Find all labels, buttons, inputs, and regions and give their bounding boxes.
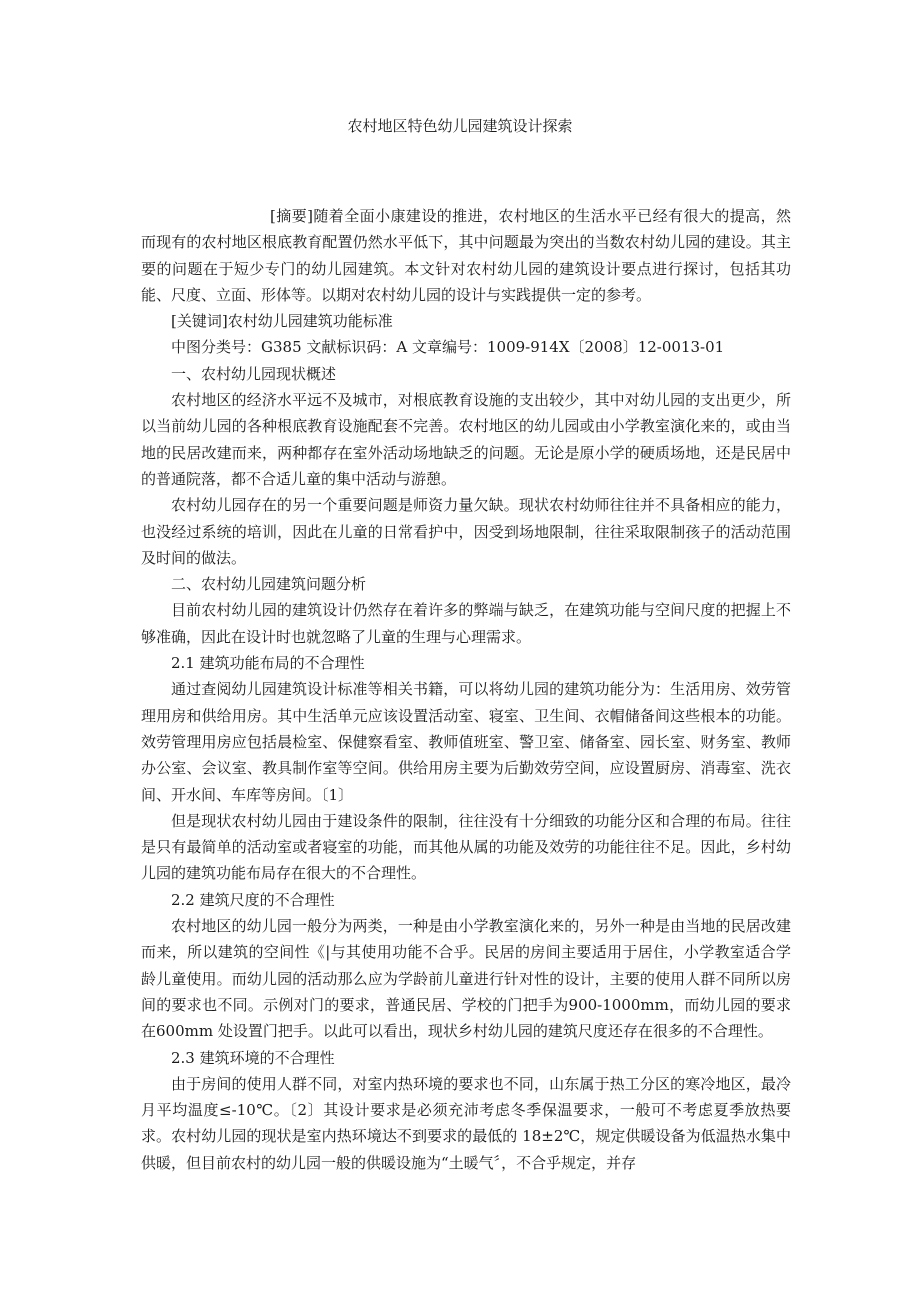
subsection-heading: 2.1 建筑功能布局的不合理性 xyxy=(171,654,365,673)
body-paragraph: 农村地区的幼儿园一般分为两类，一种是由小学教室演化来的，另外一种是由当地的民居改建而来，所以建筑的空间性《|与其使用功能不合乎。民居的房间主要适用于居住，小学教室适合学龄儿童使用。而幼儿园的活动那么应为学龄前儿童进行针对性的设计，主要的使用人群不同所以房间的要求也不同。示例对门的要求，普通民居、学校的门把手为900-1000mm，而幼儿园的要求在600mm 处设置门把手。以此可以看出，现状乡村幼儿园的建筑尺度还存在很多的不合理性。 xyxy=(141,917,791,1041)
body-paragraph: 通过查阅幼儿园建筑设计标准等相关书籍，可以将幼儿园的建筑功能分为：生活用房、效劳管理用房和供给用房。其中生活单元应该设置活动室、寝室、卫生间、衣帽储备间这些根本的功能。效劳管理用房应包括晨检室、保健察看室、教师值班室、警卫室、储备室、园长室、财务室、教师办公室、会议室、教具制作室等空间。供给用房主要为后勤效劳空间，应设置厨房、消毒室、洗衣间、开水间、车库等房间。〔1〕 xyxy=(141,680,791,804)
subsection-heading: 2.2 建筑尺度的不合理性 xyxy=(171,890,335,909)
document-body xyxy=(141,203,791,1176)
abstract-paragraph: [摘要]随着全面小康建设的推进，农村地区的生活水平已经有很大的提高，然而现有的农村地区根底教育配置仍然水平低下，其中问题最为突出的当数农村幼儿园的建设。其主要的问题在于短少专门的幼儿园建筑。本文针对农村幼儿园的建筑设计要点进行探讨，包括其功能、尺度、立面、形体等。以期对农村幼儿园的设计与实践提供一定的参考。 xyxy=(141,207,791,304)
subsection-heading: 2.3 建筑环境的不合理性 xyxy=(171,1048,335,1067)
section-heading: 二、农村幼儿园建筑问题分析 xyxy=(171,575,367,594)
body-paragraph: 由于房间的使用人群不同，对室内热环境的要求也不同，山东属于热工分区的寒冷地区，最冷月平均温度≤-10℃。〔2〕其设计要求是必须充沛考虑冬季保温要求，一般可不考虑夏季放热要求。农村幼儿园的现状是室内热环境达不到要求的最低的 18±2℃，规定供暖设备为低温热水集中供暖，但目前农村的幼儿园一般的供暖设施为“土暖气〞，不合乎规定，并存 xyxy=(141,1074,791,1172)
document-title: 农村地区特色幼儿园建筑设计探索 xyxy=(347,117,573,135)
keywords-line: [关键词]农村幼儿园建筑功能标准 xyxy=(171,312,393,331)
section-heading: 一、农村幼儿园现状概述 xyxy=(171,364,337,383)
body-paragraph: 农村地区的经济水平远不及城市，对根底教育设施的支出较少，其中对幼儿园的支出更少，所以当前幼儿园的各种根底教育设施配套不完善。农村地区的幼儿园或由小学教室演化来的，或由当地的民居改建而来，两种都存在室外活动场地缺乏的问题。无论是原小学的硬质场地，还是民居中的普通院落，都不合适儿童的集中活动与游憩。 xyxy=(141,391,791,488)
classification-line: 中图分类号：G385 文献标识码：A 文章编号：1009-914X〔2008〕12-0013-01 xyxy=(171,338,725,357)
body-paragraph: 目前农村幼儿园的建筑设计仍然存在着许多的弊端与缺乏，在建筑功能与空间尺度的把握上不够准确，因此在设计时也就忽略了儿童的生理与心理需求。 xyxy=(141,601,791,646)
body-paragraph: 但是现状农村幼儿园由于建设条件的限制，往往没有十分细致的功能分区和合理的布局。往往是只有最简单的活动室或者寝室的功能，而其他从属的功能及效劳的功能往往不足。因此，乡村幼儿园的建筑功能布局存在很大的不合理性。 xyxy=(141,811,791,883)
body-paragraph: 农村幼儿园存在的另一个重要问题是师资力量欠缺。现状农村幼师往往并不具备相应的能力，也没经过系统的培训，因此在儿童的日常看护中，因受到场地限制，往往采取限制孩子的活动范围及时间的做法。 xyxy=(141,496,791,567)
